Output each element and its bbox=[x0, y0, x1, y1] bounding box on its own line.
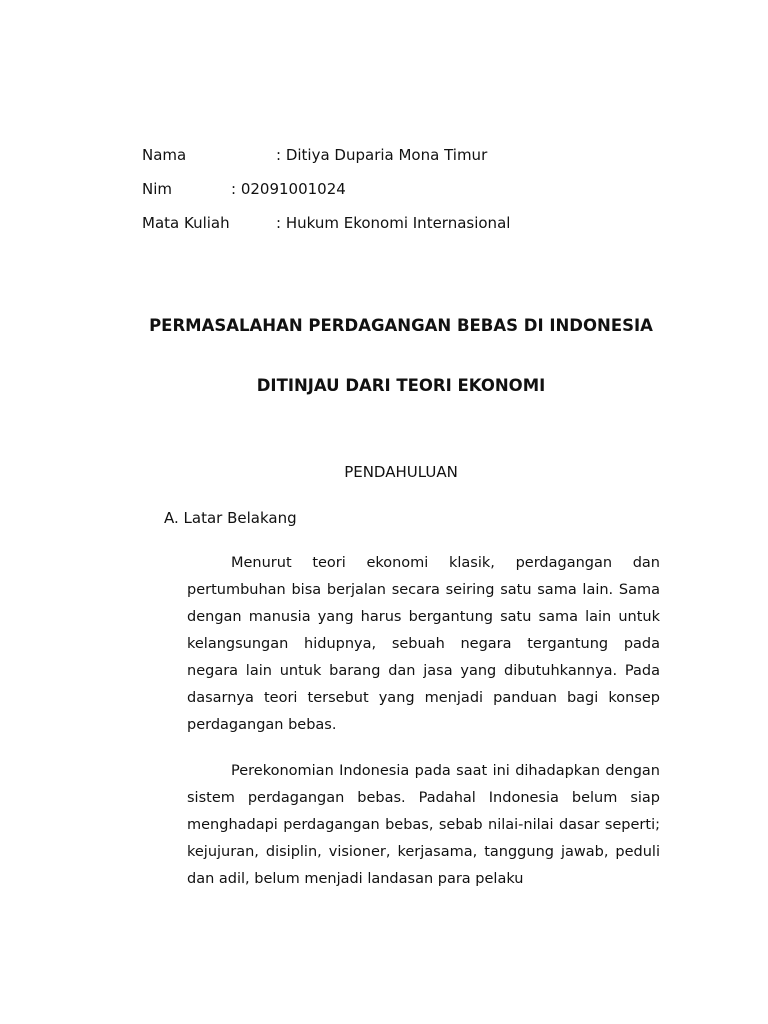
name-label: Nama bbox=[142, 146, 187, 164]
nim-value: : 02091001024 bbox=[231, 180, 346, 198]
document-subtitle: DITINJAU DARI TEORI EKONOMI bbox=[256, 376, 546, 395]
course-field-row bbox=[142, 214, 511, 232]
nim-field-row bbox=[142, 180, 346, 198]
subsection-heading: A. Latar Belakang bbox=[164, 509, 297, 527]
section-heading: PENDAHULUAN bbox=[344, 463, 458, 481]
paragraph-2: Perekonomian Indonesia pada saat ini dihadapkan dengan sistem perdagangan bebas. Padahal Indonesia belum siap menghadapi perdagangan bebas, sebab nilai-nilai dasar seperti; kejujuran, disiplin, visioner, kerjasama, tanggung jawab, peduli dan adil, belum menjadi landasan para pelaku bbox=[187, 763, 660, 887]
course-label: Mata Kuliah bbox=[142, 214, 230, 232]
document-title: PERMASALAHAN PERDAGANGAN BEBAS DI INDONESIA bbox=[149, 316, 653, 335]
paragraph-1: Menurut teori ekonomi klasik, perdagangan dan pertumbuhan bisa berjalan secara seiring satu sama lain. Sama dengan manusia yang harus bergantung satu sama lain untuk kelangsungan hidupnya, sebuah negara tergantung pada negara lain untuk barang dan jasa yang dibutuhkannya. Pada dasarnya teori tersebut yang menjadi panduan bagi konsep perdagangan bebas. bbox=[187, 555, 660, 733]
course-value: : Hukum Ekonomi Internasional bbox=[276, 214, 511, 232]
nim-label: Nim bbox=[142, 180, 172, 198]
name-value: : Ditiya Duparia Mona Timur bbox=[276, 146, 488, 164]
name-field-row bbox=[142, 146, 488, 164]
